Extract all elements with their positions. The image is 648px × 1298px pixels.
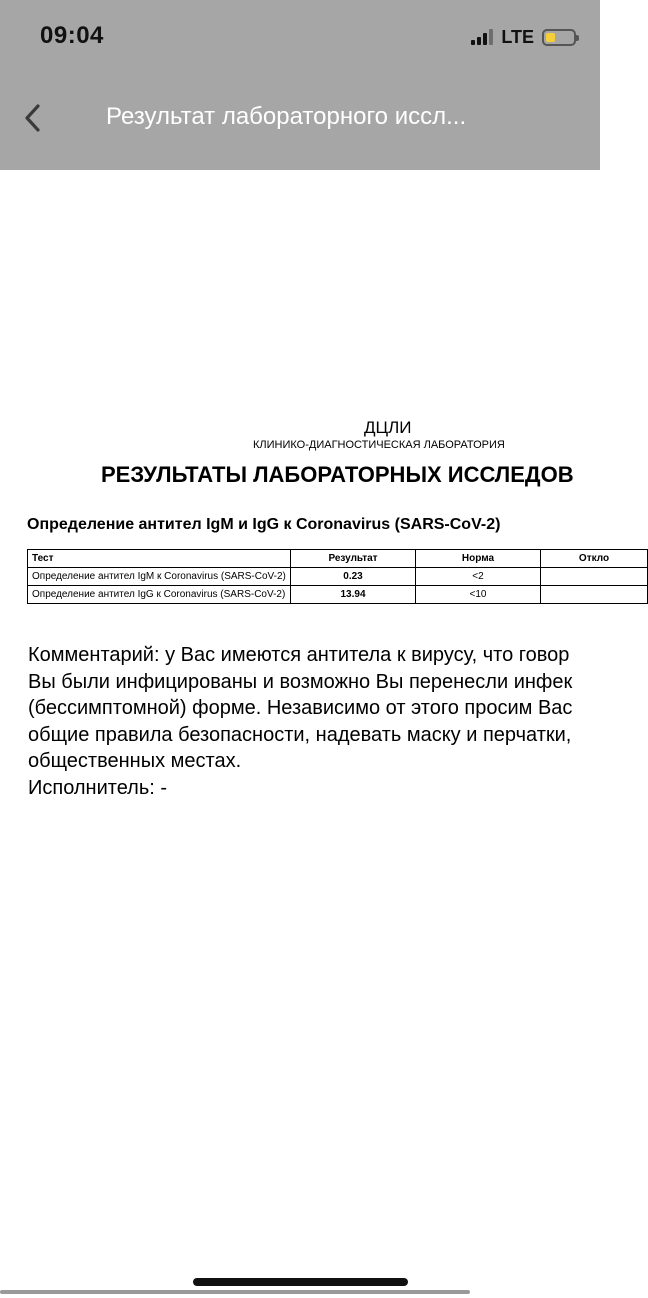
status-icons bbox=[471, 26, 576, 48]
nav-title: Результат лабораторного иссл... bbox=[106, 103, 467, 130]
network-type-label: LTE bbox=[501, 26, 534, 47]
header-test: Тест bbox=[28, 550, 291, 568]
document-title: РЕЗУЛЬТАТЫ ЛАБОРАТОРНЫХ ИССЛЕДОВ bbox=[101, 462, 574, 487]
cell-test: Определение антител IgM к Coronavirus (SARS-CoV-2) bbox=[28, 568, 291, 586]
comment-line: (бессимптомной) форме. Независимо от этого просим Вас bbox=[28, 697, 573, 719]
top-bar bbox=[0, 0, 600, 170]
comment-line: общественных местах. bbox=[28, 750, 242, 772]
cell-result: 13.94 bbox=[291, 586, 416, 604]
executor-line: Исполнитель: - bbox=[28, 776, 168, 799]
header-result: Результат bbox=[291, 550, 416, 568]
header-deviation: Откло bbox=[541, 550, 648, 568]
back-button[interactable] bbox=[18, 100, 50, 136]
table-row bbox=[28, 568, 648, 586]
cell-norm: <2 bbox=[416, 568, 541, 586]
org-subtitle: КЛИНИКО-ДИАГНОСТИЧЕСКАЯ ЛАБОРАТОРИЯ bbox=[253, 439, 505, 451]
home-indicator[interactable] bbox=[193, 1278, 408, 1286]
cellular-signal-icon bbox=[471, 29, 493, 45]
comment-line: общие правила безопасности, надевать маску и перчатки, bbox=[28, 723, 572, 746]
status-time: 09:04 bbox=[40, 22, 104, 49]
document-viewer[interactable] bbox=[0, 170, 610, 1270]
cell-deviation bbox=[541, 568, 648, 586]
battery-level-fill bbox=[546, 33, 555, 42]
horizontal-scroll-indicator bbox=[0, 1290, 470, 1294]
cell-norm: <10 bbox=[416, 586, 541, 604]
comment-line: Комментарий: у Вас имеются антитела к вирусу, что говор bbox=[28, 644, 570, 666]
org-name: ДЦЛИ bbox=[364, 418, 412, 437]
cell-deviation bbox=[541, 586, 648, 604]
table-header-row bbox=[28, 550, 648, 568]
results-table bbox=[27, 549, 648, 604]
comment-block bbox=[28, 642, 572, 801]
chevron-left-icon bbox=[18, 100, 50, 136]
cell-test: Определение антител IgG к Coronavirus (SARS-CoV-2) bbox=[28, 586, 291, 604]
cell-result: 0.23 bbox=[291, 568, 416, 586]
battery-icon bbox=[542, 29, 576, 46]
table-row bbox=[28, 586, 648, 604]
comment-line: Вы были инфицированы и возможно Вы перенесли инфек bbox=[28, 670, 573, 693]
section-title: Определение антител IgM и IgG к Coronavirus (SARS-CoV-2) bbox=[27, 516, 501, 533]
header-norm: Норма bbox=[416, 550, 541, 568]
